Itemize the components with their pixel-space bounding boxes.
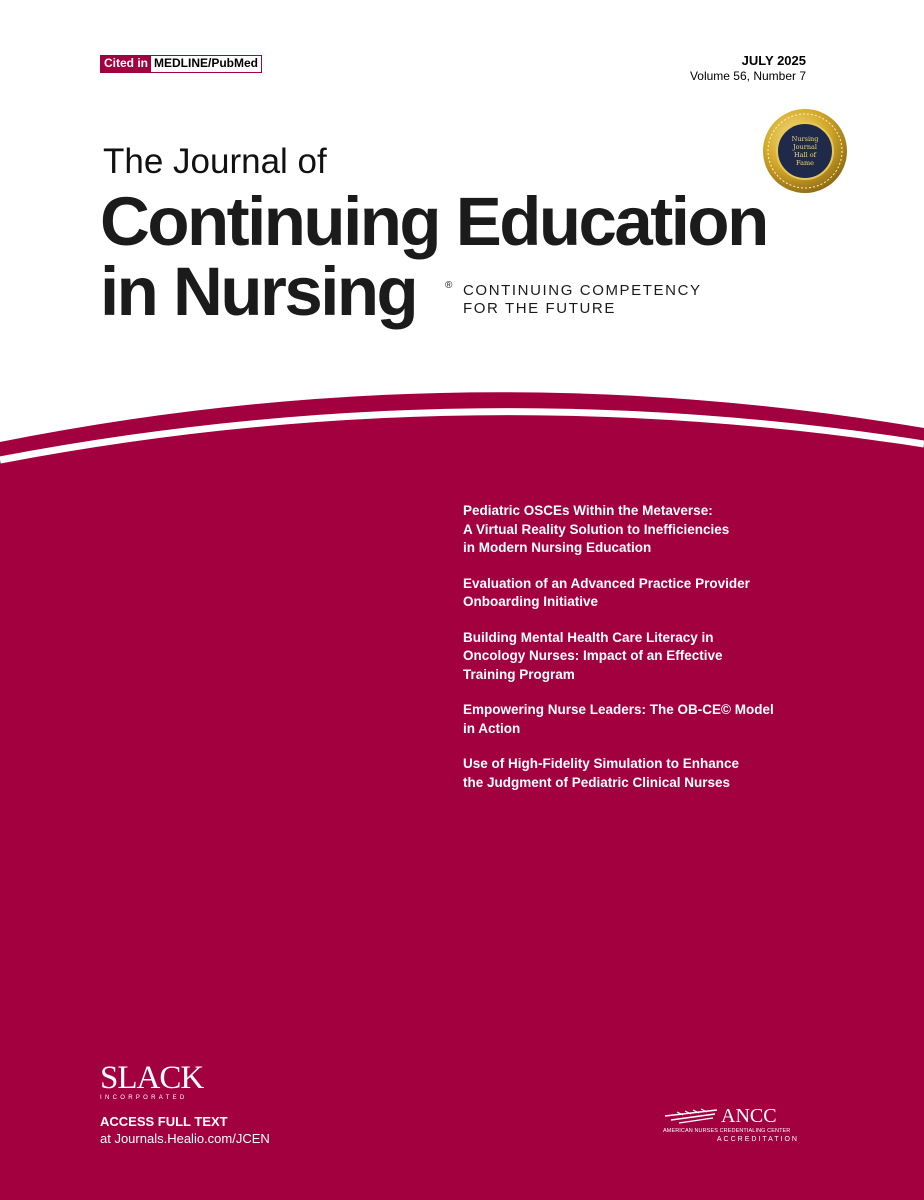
slack-logo <box>100 1061 203 1102</box>
article-title[interactable]: Pediatric OSCEs Within the Metaverse: A Virtual Reality Solution to Inefficiencies in Modern Nursing Education <box>463 503 730 555</box>
issue-volume: Volume 56, Number 7 <box>689 69 806 83</box>
ancc-full-name: AMERICAN NURSES CREDENTIALING CENTER <box>663 1128 791 1134</box>
tagline-line-2: FOR THE FUTURE <box>463 300 616 317</box>
tagline <box>463 282 702 318</box>
medline-badge <box>100 55 262 73</box>
access-title: ACCESS FULL TEXT <box>100 1114 228 1129</box>
article-list <box>463 502 803 809</box>
ancc-short-name: ANCC <box>721 1105 777 1127</box>
svg-text:Nursing: Nursing <box>791 135 819 143</box>
issue-date: JULY 2025 <box>741 53 806 68</box>
cited-in-label: Cited in <box>101 56 151 72</box>
hall-of-fame-seal-icon <box>762 108 848 194</box>
slack-wordmark: SLACK <box>100 1060 204 1096</box>
article-title[interactable]: Use of High-Fidelity Simulation to Enhance the Judgment of Pediatric Clinical Nurses <box>463 756 740 790</box>
masthead-line-2: Continuing Education <box>100 183 767 260</box>
article-title[interactable]: Evaluation of an Advanced Practice Provider Onboarding Initiative <box>463 575 750 609</box>
article-title[interactable]: Building Mental Health Care Literacy in Oncology Nurses: Impact of an Effective Training Program <box>463 629 723 682</box>
access-url[interactable]: at Journals.Healio.com/JCEN <box>100 1131 270 1146</box>
registered-mark: ® <box>445 280 453 291</box>
svg-text:Fame: Fame <box>796 159 814 167</box>
svg-text:Hall of: Hall of <box>793 151 817 159</box>
medline-label: MEDLINE/PubMed <box>151 56 261 72</box>
ancc-accreditation-label: ACCREDITATION <box>716 1136 799 1143</box>
ancc-wing-icon <box>663 1106 719 1126</box>
masthead-line-1: The Journal of <box>103 142 327 181</box>
svg-text:Journal: Journal <box>793 143 817 151</box>
slack-subtitle: INCORPORATED <box>100 1095 188 1101</box>
ancc-accreditation-logo <box>663 1105 803 1145</box>
issue-info <box>690 53 806 83</box>
article-title[interactable]: Empowering Nurse Leaders: The OB-CE© Model in Action <box>463 702 774 736</box>
tagline-line-1: CONTINUING COMPETENCY <box>463 282 702 299</box>
masthead-line-3: in Nursing <box>100 253 417 330</box>
access-full-text <box>100 1113 270 1147</box>
